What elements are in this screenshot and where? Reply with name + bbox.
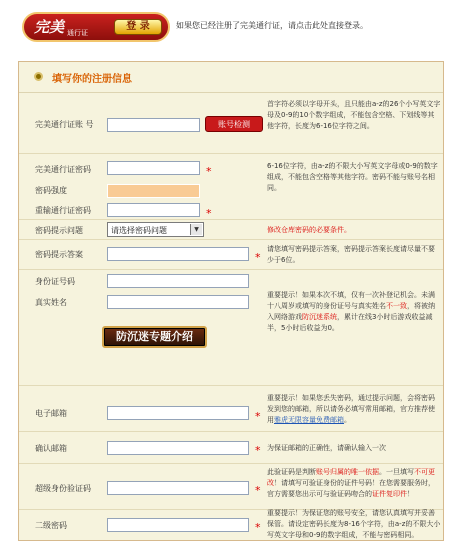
question-select[interactable] [107, 222, 204, 237]
question-select-value: 请选择密码问题 [111, 226, 167, 235]
strength-label: 密码强度 [35, 186, 67, 195]
second-password-required-mark: * [255, 521, 261, 534]
repeat-password-input[interactable] [107, 203, 200, 217]
answer-row [19, 240, 443, 270]
question-tip: 修改仓库密码的必要条件。 [267, 226, 351, 234]
email-row [19, 386, 443, 432]
email-tip [267, 393, 441, 426]
email-input[interactable] [107, 406, 249, 420]
super-id-label: 超级身份验证码 [35, 484, 91, 493]
email-required-mark: * [255, 410, 261, 423]
login-notice[interactable]: 如果您已经注册了完美通行证，请点击此处直接登录。 [176, 21, 368, 30]
super-id-row [19, 464, 443, 510]
registration-form [19, 94, 443, 541]
account-input[interactable] [107, 118, 200, 132]
second-password-input[interactable] [107, 518, 249, 532]
section-bullet-icon [34, 72, 43, 81]
realname-tip-c: ，累计在线3小时后游戏收益减半，5小时后收益为0。 [267, 313, 433, 332]
answer-required-mark: * [255, 251, 261, 264]
password-required-mark: * [206, 165, 212, 178]
password-row [19, 154, 443, 220]
logo-subtitle: 通行证 [67, 29, 88, 37]
registration-panel [18, 61, 444, 541]
panel-title: 填写你的注册信息 [52, 74, 132, 85]
email-tip-b: 。 [344, 416, 351, 424]
realname-tip [267, 290, 441, 334]
super-id-tip-a: 此验证码是判断 [267, 468, 316, 476]
top-banner [0, 0, 461, 48]
super-id-input[interactable] [107, 481, 249, 495]
perfect-pass-logo [22, 12, 170, 42]
account-tip: 首字符必须以字母开头，且只能由a-z的26个小写英文字母及0-9的10个数字组成，不能包含空格、下划线等其他字符，长度为6-16位字符之间。 [267, 100, 441, 130]
answer-input[interactable] [107, 247, 249, 261]
anti-addiction-link[interactable]: 防沉迷系统 [302, 313, 337, 321]
second-password-label: 二级密码 [35, 521, 67, 530]
super-id-tip-c: ！请填写可验证身份的证件号码！在您需要服务时，官方需要您出示可与验证码吻合的 [267, 479, 435, 498]
confirm-email-tip: 为保证邮箱的正确性，请确认输入一次 [267, 444, 386, 452]
account-check-button[interactable]: 账号检测 [205, 116, 263, 132]
confirm-email-row [19, 432, 443, 464]
repeat-password-required-mark: * [206, 207, 212, 220]
super-id-required-mark: * [255, 484, 261, 497]
anti-addiction-intro-button[interactable]: 防沉迷专题介绍 [102, 326, 207, 348]
realname-tip-red: 不一致 [386, 302, 407, 310]
confirm-email-label: 确认邮箱 [35, 444, 67, 453]
realname-label: 真实姓名 [35, 298, 67, 307]
answer-tip: 请您填写密码提示答案，密码提示答案长度请尽量不要少于6位。 [267, 245, 435, 264]
panel-header [19, 62, 443, 93]
realname-tip-b: ，将被纳入网络游戏 [267, 302, 435, 321]
yahoo-mail-link[interactable]: 雅虎无限容量免费邮箱 [274, 416, 344, 424]
question-row [19, 220, 443, 240]
id-label: 身份证号码 [35, 277, 75, 286]
super-id-tip-b: 。一旦填写 [379, 468, 414, 476]
second-password-row [19, 510, 443, 541]
realname-input[interactable] [107, 295, 249, 309]
account-label: 完美通行证账 号 [35, 120, 94, 129]
password-tip: 6-16位字符，由a-z的不限大小写英文字母或0-9的数字组成，不能包含空格等其他字符。密码不能与账号名相同。 [267, 162, 438, 192]
super-id-tip [267, 467, 441, 500]
password-input[interactable] [107, 161, 200, 175]
chevron-down-icon[interactable]: ▼ [190, 224, 202, 235]
id-input[interactable] [107, 274, 249, 288]
answer-label: 密码提示答案 [35, 250, 83, 259]
confirm-email-required-mark: * [255, 444, 261, 457]
second-password-tip: 重要提示！为保证您的账号安全，请您认真填写并妥善保管。请设定密码长度为8-16个字符，由a-z的不限大小写英文字母和0-9的数字组成，不能与密码相同。 [267, 509, 441, 539]
repeat-password-label: 重输通行证密码 [35, 206, 91, 215]
password-strength-bar [107, 184, 200, 198]
super-id-tip-red-3: 证件复印件 [372, 490, 407, 498]
account-row [19, 94, 443, 154]
confirm-email-input[interactable] [107, 441, 249, 455]
super-id-tip-d: ！ [407, 490, 414, 498]
super-id-tip-red-1: 账号归属的唯一依据 [316, 468, 379, 476]
email-label: 电子邮箱 [35, 409, 67, 418]
identity-row [19, 270, 443, 386]
email-tip-a: 重要提示！如果您丢失密码，通过提示问题，会将密码发到您的邮箱，所以请务必填写常用邮箱，官方推荐使用 [267, 394, 435, 424]
super-id-tip-red-2: 不可更改 [267, 468, 435, 487]
login-button[interactable]: 登 录 [114, 19, 162, 35]
realname-tip-a: 重要提示！如果本次不填，仅有一次补登记机会。未满十八周岁或填写的身份证号与真实姓名 [267, 291, 435, 310]
logo-title: 完美 [34, 18, 65, 36]
password-label: 完美通行证密码 [35, 165, 91, 174]
question-label: 密码提示问题 [35, 226, 83, 235]
